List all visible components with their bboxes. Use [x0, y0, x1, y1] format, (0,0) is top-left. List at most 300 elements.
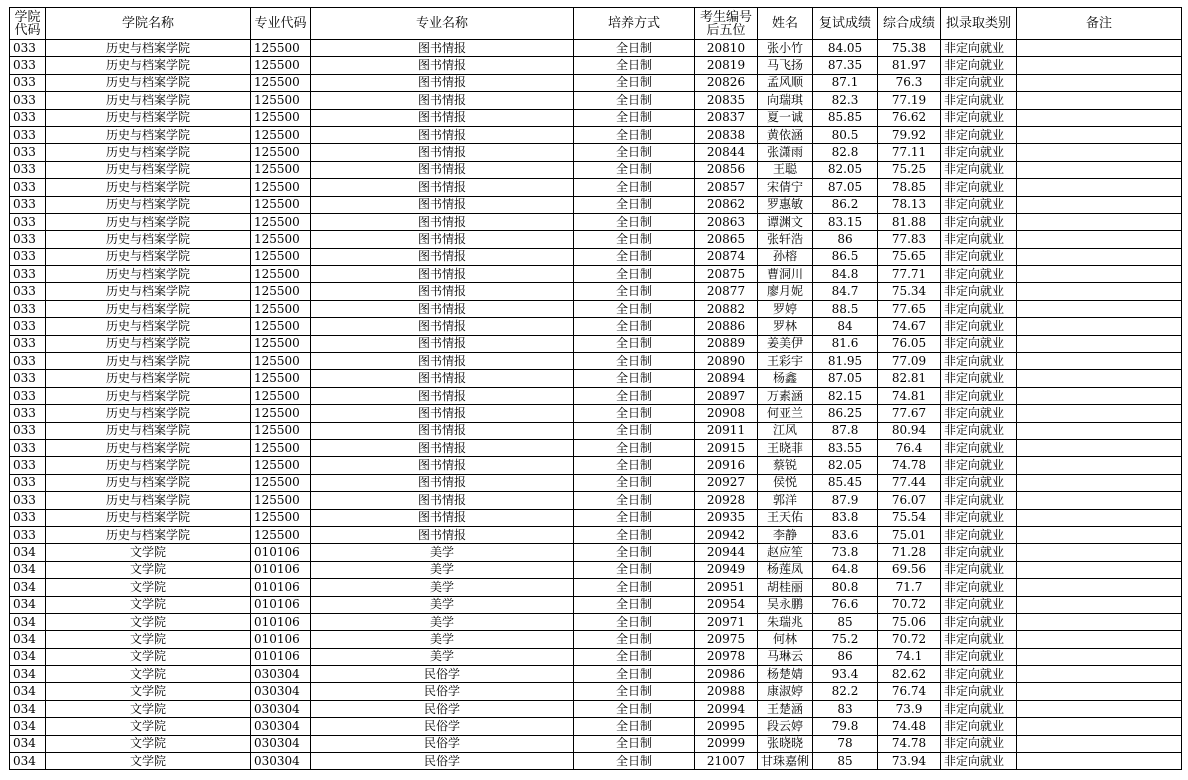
cell-admission-type: 非定向就业 — [941, 474, 1017, 491]
cell-remarks — [1017, 179, 1182, 196]
cell-study-mode: 全日制 — [574, 266, 695, 283]
cell-remarks — [1017, 753, 1182, 770]
table-row — [10, 579, 1182, 596]
cell-name: 向瑞琪 — [758, 92, 813, 109]
cell-college-name: 历史与档案学院 — [46, 161, 251, 178]
table-row — [10, 492, 1182, 509]
cell-study-mode: 全日制 — [574, 683, 695, 700]
cell-major-code: 125500 — [251, 283, 311, 300]
cell-exam-number: 20844 — [695, 144, 758, 161]
cell-major-name: 图书情报 — [311, 492, 574, 509]
cell-study-mode: 全日制 — [574, 457, 695, 474]
cell-remarks — [1017, 248, 1182, 265]
cell-college-name: 历史与档案学院 — [46, 126, 251, 143]
cell-total-score: 76.05 — [878, 335, 941, 352]
cell-major-name: 图书情报 — [311, 335, 574, 352]
cell-major-code: 125500 — [251, 161, 311, 178]
cell-total-score: 71.7 — [878, 579, 941, 596]
table-row — [10, 353, 1182, 370]
cell-retest-score: 81.95 — [813, 353, 878, 370]
cell-college-name: 文学院 — [46, 544, 251, 561]
cell-total-score: 75.01 — [878, 526, 941, 543]
cell-remarks — [1017, 613, 1182, 630]
cell-name: 宋倩宁 — [758, 179, 813, 196]
table-row — [10, 161, 1182, 178]
cell-major-code: 010106 — [251, 631, 311, 648]
cell-major-code: 010106 — [251, 561, 311, 578]
cell-admission-type: 非定向就业 — [941, 266, 1017, 283]
cell-major-code: 125500 — [251, 526, 311, 543]
cell-retest-score: 83.8 — [813, 509, 878, 526]
cell-college-code: 034 — [10, 753, 46, 770]
cell-exam-number: 20954 — [695, 596, 758, 613]
cell-major-code: 125500 — [251, 213, 311, 230]
cell-major-code: 125500 — [251, 422, 311, 439]
cell-exam-number: 20897 — [695, 387, 758, 404]
cell-major-name: 民俗学 — [311, 753, 574, 770]
cell-study-mode: 全日制 — [574, 231, 695, 248]
cell-major-name: 图书情报 — [311, 248, 574, 265]
header-exam-number: 考生编号后五位 — [695, 8, 758, 40]
cell-name: 廖月妮 — [758, 283, 813, 300]
cell-study-mode: 全日制 — [574, 631, 695, 648]
cell-retest-score: 87.05 — [813, 370, 878, 387]
cell-study-mode: 全日制 — [574, 648, 695, 665]
cell-college-name: 文学院 — [46, 613, 251, 630]
cell-major-code: 125500 — [251, 109, 311, 126]
table-row — [10, 92, 1182, 109]
cell-retest-score: 85.45 — [813, 474, 878, 491]
cell-retest-score: 83 — [813, 700, 878, 717]
cell-name: 张小竹 — [758, 40, 813, 57]
cell-college-code: 033 — [10, 439, 46, 456]
cell-exam-number: 20856 — [695, 161, 758, 178]
cell-college-code: 033 — [10, 231, 46, 248]
header-remarks: 备注 — [1017, 8, 1182, 40]
cell-retest-score: 85.85 — [813, 109, 878, 126]
cell-remarks — [1017, 387, 1182, 404]
cell-major-code: 030304 — [251, 735, 311, 752]
table-row — [10, 561, 1182, 578]
cell-admission-type: 非定向就业 — [941, 387, 1017, 404]
cell-name: 王聪 — [758, 161, 813, 178]
cell-college-name: 文学院 — [46, 596, 251, 613]
cell-college-name: 历史与档案学院 — [46, 492, 251, 509]
cell-exam-number: 20810 — [695, 40, 758, 57]
cell-remarks — [1017, 439, 1182, 456]
cell-exam-number: 20890 — [695, 353, 758, 370]
cell-admission-type: 非定向就业 — [941, 109, 1017, 126]
table-row — [10, 74, 1182, 91]
cell-college-name: 历史与档案学院 — [46, 300, 251, 317]
cell-name: 马琳云 — [758, 648, 813, 665]
cell-exam-number: 20863 — [695, 213, 758, 230]
cell-remarks — [1017, 718, 1182, 735]
cell-college-code: 034 — [10, 700, 46, 717]
cell-retest-score: 80.5 — [813, 126, 878, 143]
cell-major-name: 图书情报 — [311, 405, 574, 422]
cell-total-score: 70.72 — [878, 596, 941, 613]
cell-admission-type: 非定向就业 — [941, 57, 1017, 74]
cell-college-code: 033 — [10, 74, 46, 91]
cell-retest-score: 82.8 — [813, 144, 878, 161]
cell-college-code: 033 — [10, 405, 46, 422]
cell-major-name: 图书情报 — [311, 40, 574, 57]
cell-study-mode: 全日制 — [574, 753, 695, 770]
table-row — [10, 439, 1182, 456]
cell-remarks — [1017, 335, 1182, 352]
cell-college-code: 033 — [10, 387, 46, 404]
cell-exam-number: 20894 — [695, 370, 758, 387]
cell-retest-score: 82.15 — [813, 387, 878, 404]
cell-admission-type: 非定向就业 — [941, 92, 1017, 109]
cell-remarks — [1017, 161, 1182, 178]
cell-remarks — [1017, 700, 1182, 717]
cell-remarks — [1017, 735, 1182, 752]
cell-name: 谭渊文 — [758, 213, 813, 230]
cell-name: 王天佑 — [758, 509, 813, 526]
cell-total-score: 82.62 — [878, 666, 941, 683]
cell-college-name: 历史与档案学院 — [46, 422, 251, 439]
table-row — [10, 648, 1182, 665]
cell-major-name: 图书情报 — [311, 109, 574, 126]
cell-major-name: 图书情报 — [311, 370, 574, 387]
cell-college-name: 历史与档案学院 — [46, 353, 251, 370]
cell-study-mode: 全日制 — [574, 213, 695, 230]
cell-study-mode: 全日制 — [574, 144, 695, 161]
table-row — [10, 318, 1182, 335]
cell-name: 张轩浩 — [758, 231, 813, 248]
cell-major-name: 美学 — [311, 596, 574, 613]
cell-exam-number: 20935 — [695, 509, 758, 526]
table-row — [10, 422, 1182, 439]
cell-remarks — [1017, 666, 1182, 683]
table-row — [10, 474, 1182, 491]
cell-admission-type: 非定向就业 — [941, 753, 1017, 770]
cell-total-score: 77.83 — [878, 231, 941, 248]
cell-admission-type: 非定向就业 — [941, 457, 1017, 474]
cell-retest-score: 82.3 — [813, 92, 878, 109]
cell-college-name: 历史与档案学院 — [46, 248, 251, 265]
cell-name: 孙榕 — [758, 248, 813, 265]
cell-exam-number: 20838 — [695, 126, 758, 143]
cell-admission-type: 非定向就业 — [941, 161, 1017, 178]
cell-exam-number: 20942 — [695, 526, 758, 543]
cell-major-name: 民俗学 — [311, 700, 574, 717]
cell-major-code: 125500 — [251, 266, 311, 283]
cell-remarks — [1017, 74, 1182, 91]
cell-retest-score: 64.8 — [813, 561, 878, 578]
cell-major-name: 民俗学 — [311, 735, 574, 752]
cell-retest-score: 80.8 — [813, 579, 878, 596]
cell-name: 王彩宇 — [758, 353, 813, 370]
cell-total-score: 77.19 — [878, 92, 941, 109]
cell-retest-score: 82.05 — [813, 457, 878, 474]
cell-total-score: 81.88 — [878, 213, 941, 230]
cell-major-name: 民俗学 — [311, 683, 574, 700]
cell-college-code: 033 — [10, 283, 46, 300]
cell-exam-number: 20995 — [695, 718, 758, 735]
cell-remarks — [1017, 561, 1182, 578]
cell-remarks — [1017, 283, 1182, 300]
cell-study-mode: 全日制 — [574, 335, 695, 352]
cell-retest-score: 85 — [813, 613, 878, 630]
cell-name: 夏一诚 — [758, 109, 813, 126]
cell-admission-type: 非定向就业 — [941, 718, 1017, 735]
cell-name: 杨楚婧 — [758, 666, 813, 683]
cell-college-name: 历史与档案学院 — [46, 457, 251, 474]
cell-college-code: 034 — [10, 648, 46, 665]
cell-retest-score: 83.6 — [813, 526, 878, 543]
cell-major-code: 125500 — [251, 474, 311, 491]
cell-total-score: 74.67 — [878, 318, 941, 335]
cell-major-name: 图书情报 — [311, 74, 574, 91]
cell-college-code: 033 — [10, 40, 46, 57]
cell-name: 李静 — [758, 526, 813, 543]
cell-total-score: 82.81 — [878, 370, 941, 387]
cell-admission-type: 非定向就业 — [941, 683, 1017, 700]
cell-study-mode: 全日制 — [574, 40, 695, 57]
cell-remarks — [1017, 353, 1182, 370]
cell-college-code: 033 — [10, 318, 46, 335]
cell-retest-score: 83.15 — [813, 213, 878, 230]
cell-college-name: 历史与档案学院 — [46, 74, 251, 91]
cell-college-code: 033 — [10, 248, 46, 265]
cell-admission-type: 非定向就业 — [941, 509, 1017, 526]
cell-study-mode: 全日制 — [574, 509, 695, 526]
cell-major-code: 125500 — [251, 57, 311, 74]
cell-name: 段云婷 — [758, 718, 813, 735]
cell-remarks — [1017, 596, 1182, 613]
cell-study-mode: 全日制 — [574, 596, 695, 613]
cell-total-score: 76.74 — [878, 683, 941, 700]
cell-remarks — [1017, 492, 1182, 509]
cell-exam-number: 20877 — [695, 283, 758, 300]
cell-major-name: 图书情报 — [311, 144, 574, 161]
cell-exam-number: 20988 — [695, 683, 758, 700]
cell-major-code: 030304 — [251, 683, 311, 700]
cell-name: 曹洞川 — [758, 266, 813, 283]
cell-remarks — [1017, 109, 1182, 126]
cell-study-mode: 全日制 — [574, 718, 695, 735]
cell-college-name: 历史与档案学院 — [46, 335, 251, 352]
cell-major-code: 125500 — [251, 509, 311, 526]
cell-major-code: 125500 — [251, 248, 311, 265]
cell-exam-number: 21007 — [695, 753, 758, 770]
cell-retest-score: 87.35 — [813, 57, 878, 74]
cell-name: 万素涵 — [758, 387, 813, 404]
cell-college-name: 文学院 — [46, 683, 251, 700]
cell-admission-type: 非定向就业 — [941, 179, 1017, 196]
cell-name: 罗婷 — [758, 300, 813, 317]
cell-total-score: 76.62 — [878, 109, 941, 126]
cell-major-code: 125500 — [251, 300, 311, 317]
cell-name: 罗惠敏 — [758, 196, 813, 213]
header-admission-type: 拟录取类别 — [941, 8, 1017, 40]
cell-study-mode: 全日制 — [574, 405, 695, 422]
cell-college-name: 文学院 — [46, 735, 251, 752]
table-row — [10, 405, 1182, 422]
cell-remarks — [1017, 40, 1182, 57]
table-row — [10, 544, 1182, 561]
cell-college-code: 033 — [10, 457, 46, 474]
cell-remarks — [1017, 57, 1182, 74]
table-row — [10, 213, 1182, 230]
table-row — [10, 335, 1182, 352]
cell-exam-number: 20928 — [695, 492, 758, 509]
cell-major-code: 030304 — [251, 753, 311, 770]
cell-major-code: 030304 — [251, 666, 311, 683]
cell-college-name: 历史与档案学院 — [46, 213, 251, 230]
cell-exam-number: 20915 — [695, 439, 758, 456]
cell-college-code: 033 — [10, 126, 46, 143]
cell-major-name: 民俗学 — [311, 666, 574, 683]
cell-remarks — [1017, 457, 1182, 474]
cell-total-score: 74.78 — [878, 735, 941, 752]
table-row — [10, 300, 1182, 317]
cell-major-name: 美学 — [311, 648, 574, 665]
cell-college-code: 033 — [10, 370, 46, 387]
cell-total-score: 81.97 — [878, 57, 941, 74]
cell-retest-score: 86.25 — [813, 405, 878, 422]
cell-major-code: 125500 — [251, 92, 311, 109]
cell-total-score: 77.11 — [878, 144, 941, 161]
cell-college-name: 历史与档案学院 — [46, 196, 251, 213]
cell-exam-number: 20837 — [695, 109, 758, 126]
cell-major-name: 民俗学 — [311, 718, 574, 735]
cell-name: 姜美伊 — [758, 335, 813, 352]
cell-total-score: 74.81 — [878, 387, 941, 404]
table-row — [10, 666, 1182, 683]
cell-major-code: 125500 — [251, 40, 311, 57]
header-total-score: 综合成绩 — [878, 8, 941, 40]
cell-major-code: 010106 — [251, 579, 311, 596]
cell-major-name: 图书情报 — [311, 387, 574, 404]
cell-major-name: 美学 — [311, 544, 574, 561]
cell-exam-number: 20835 — [695, 92, 758, 109]
cell-college-code: 033 — [10, 300, 46, 317]
cell-major-name: 美学 — [311, 561, 574, 578]
cell-college-code: 033 — [10, 474, 46, 491]
cell-retest-score: 76.6 — [813, 596, 878, 613]
cell-college-name: 历史与档案学院 — [46, 283, 251, 300]
cell-remarks — [1017, 422, 1182, 439]
cell-admission-type: 非定向就业 — [941, 300, 1017, 317]
cell-college-name: 历史与档案学院 — [46, 40, 251, 57]
cell-retest-score: 86.2 — [813, 196, 878, 213]
cell-exam-number: 20826 — [695, 74, 758, 91]
cell-name: 杨莲凤 — [758, 561, 813, 578]
cell-major-code: 010106 — [251, 613, 311, 630]
cell-total-score: 75.34 — [878, 283, 941, 300]
cell-admission-type: 非定向就业 — [941, 405, 1017, 422]
cell-exam-number: 20994 — [695, 700, 758, 717]
cell-major-code: 125500 — [251, 126, 311, 143]
cell-study-mode: 全日制 — [574, 179, 695, 196]
cell-major-code: 125500 — [251, 231, 311, 248]
cell-name: 康淑婷 — [758, 683, 813, 700]
cell-total-score: 73.9 — [878, 700, 941, 717]
cell-major-name: 图书情报 — [311, 57, 574, 74]
cell-college-code: 034 — [10, 735, 46, 752]
cell-total-score: 79.92 — [878, 126, 941, 143]
cell-total-score: 75.65 — [878, 248, 941, 265]
cell-remarks — [1017, 526, 1182, 543]
cell-name: 张潇雨 — [758, 144, 813, 161]
cell-total-score: 78.85 — [878, 179, 941, 196]
cell-total-score: 75.25 — [878, 161, 941, 178]
cell-total-score: 76.3 — [878, 74, 941, 91]
table-row — [10, 700, 1182, 717]
cell-admission-type: 非定向就业 — [941, 196, 1017, 213]
table-row — [10, 109, 1182, 126]
cell-retest-score: 84.7 — [813, 283, 878, 300]
cell-college-code: 033 — [10, 353, 46, 370]
cell-retest-score: 82.05 — [813, 161, 878, 178]
cell-remarks — [1017, 683, 1182, 700]
cell-exam-number: 20986 — [695, 666, 758, 683]
cell-retest-score: 87.05 — [813, 179, 878, 196]
cell-study-mode: 全日制 — [574, 283, 695, 300]
header-retest-score: 复试成绩 — [813, 8, 878, 40]
table-row — [10, 509, 1182, 526]
cell-college-code: 033 — [10, 422, 46, 439]
cell-name: 朱瑞兆 — [758, 613, 813, 630]
cell-admission-type: 非定向就业 — [941, 666, 1017, 683]
cell-college-name: 文学院 — [46, 753, 251, 770]
cell-total-score: 75.38 — [878, 40, 941, 57]
cell-study-mode: 全日制 — [574, 92, 695, 109]
cell-college-name: 历史与档案学院 — [46, 109, 251, 126]
cell-remarks — [1017, 370, 1182, 387]
header-major-name: 专业名称 — [311, 8, 574, 40]
cell-total-score: 74.1 — [878, 648, 941, 665]
cell-admission-type: 非定向就业 — [941, 40, 1017, 57]
cell-college-code: 033 — [10, 492, 46, 509]
cell-admission-type: 非定向就业 — [941, 231, 1017, 248]
table-row — [10, 683, 1182, 700]
cell-admission-type: 非定向就业 — [941, 213, 1017, 230]
cell-college-code: 034 — [10, 579, 46, 596]
table-row — [10, 613, 1182, 630]
header-name: 姓名 — [758, 8, 813, 40]
cell-exam-number: 20916 — [695, 457, 758, 474]
cell-study-mode: 全日制 — [574, 474, 695, 491]
cell-exam-number: 20874 — [695, 248, 758, 265]
cell-college-code: 033 — [10, 335, 46, 352]
cell-retest-score: 85 — [813, 753, 878, 770]
cell-name: 江风 — [758, 422, 813, 439]
cell-retest-score: 93.4 — [813, 666, 878, 683]
cell-retest-score: 75.2 — [813, 631, 878, 648]
cell-college-name: 历史与档案学院 — [46, 266, 251, 283]
cell-major-name: 图书情报 — [311, 161, 574, 178]
cell-admission-type: 非定向就业 — [941, 648, 1017, 665]
cell-name: 蔡锐 — [758, 457, 813, 474]
header-college-name: 学院名称 — [46, 8, 251, 40]
cell-remarks — [1017, 474, 1182, 491]
cell-admission-type: 非定向就业 — [941, 596, 1017, 613]
cell-college-name: 文学院 — [46, 579, 251, 596]
cell-college-name: 历史与档案学院 — [46, 370, 251, 387]
table-header — [10, 8, 1182, 40]
cell-name: 罗林 — [758, 318, 813, 335]
cell-college-code: 034 — [10, 544, 46, 561]
table-row — [10, 283, 1182, 300]
table-row — [10, 735, 1182, 752]
cell-college-code: 034 — [10, 718, 46, 735]
cell-major-name: 美学 — [311, 613, 574, 630]
